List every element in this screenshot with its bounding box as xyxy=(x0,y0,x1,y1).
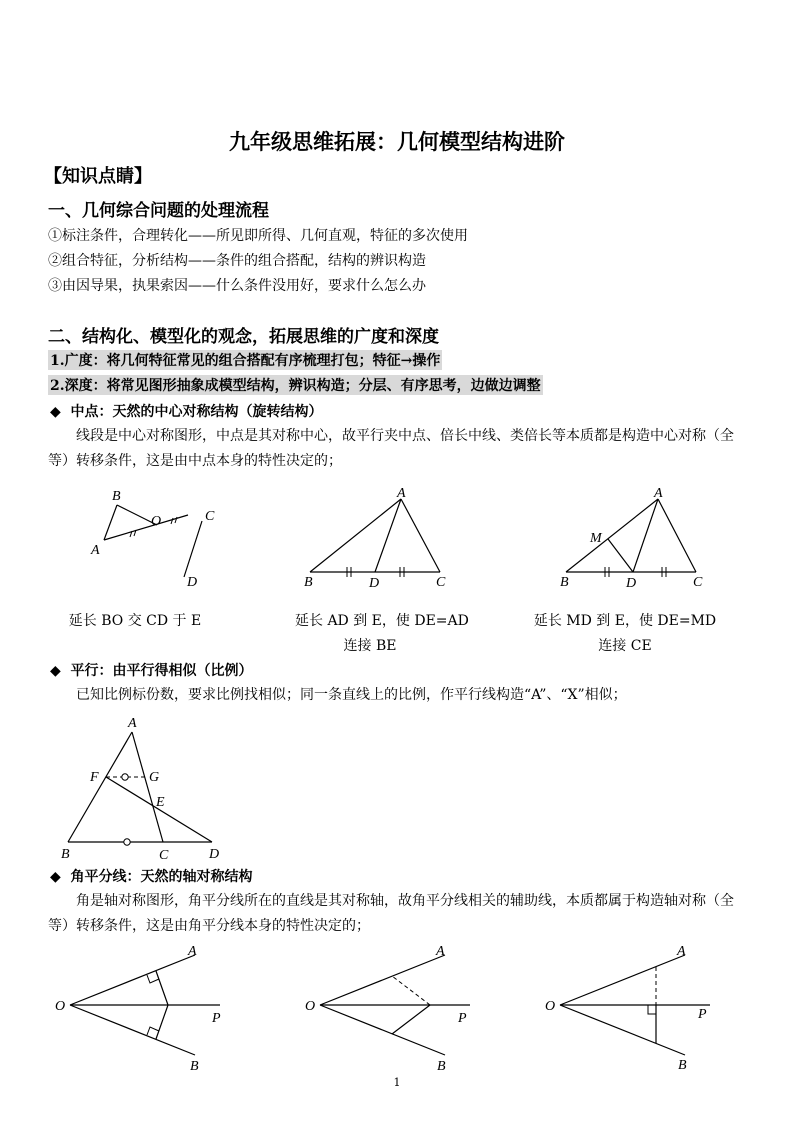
parallel-label-b: B xyxy=(61,847,70,862)
midpoint-figure-2 xyxy=(300,485,460,590)
bisector-figure-1 xyxy=(50,940,240,1075)
midpoint-caption-2: 延长 AD 到 E，使 DE=AD xyxy=(295,613,469,629)
diamond-bullet-icon: ◆ xyxy=(50,404,61,420)
midpoint-heading-text: 中点：天然的中心对称结构（旋转结构） xyxy=(70,404,323,420)
parallel-label-g: G xyxy=(149,770,160,785)
fig3-label-d: D xyxy=(626,576,637,591)
midpoint-paragraph: 线段是中心对称图形，中点是其对称中心，故平行夹中点、倍长中线、类倍长等本质都是构造中心对称（全等）转移条件，这是由中点本身的特性决定的； xyxy=(48,428,734,469)
fig3-label-b: B xyxy=(560,575,569,590)
fig2-label-a: A xyxy=(397,486,406,501)
bisector-paragraph: 角是轴对称图形，角平分线所在的直线是其对称轴，故角平分线相关的辅助线，本质都属于构造轴对称（全等）转移条件，这是由角平分线本身的特性决定的； xyxy=(48,893,734,934)
bisector2-label-p: P xyxy=(458,1011,467,1026)
bisector-heading xyxy=(50,866,253,886)
fig1-label-o: O xyxy=(151,514,162,529)
bisector2-label-o: O xyxy=(305,999,316,1014)
bisector3-label-p: P xyxy=(698,1007,707,1022)
bisector1-label-p: P xyxy=(212,1011,221,1026)
bisector1-label-b: B xyxy=(190,1059,199,1074)
page-title: 九年级思维拓展：几何模型结构进阶 xyxy=(229,129,565,154)
diamond-bullet-icon: ◆ xyxy=(50,869,61,885)
bisector2-label-a: A xyxy=(436,944,445,959)
fig1-label-a: A xyxy=(91,543,100,558)
parallel-label-c: C xyxy=(159,848,169,863)
bisector-figure-3 xyxy=(540,940,730,1075)
bisector2-label-b: B xyxy=(437,1059,446,1074)
fig2-label-c: C xyxy=(436,575,446,590)
fig1-label-d: D xyxy=(187,575,198,590)
fig1-label-b: B xyxy=(112,489,121,504)
parallel-figure xyxy=(55,712,235,862)
bisector3-label-b: B xyxy=(678,1058,687,1073)
section1-heading: 一、几何综合问题的处理流程 xyxy=(48,201,269,221)
diamond-bullet-icon: ◆ xyxy=(50,663,61,679)
midpoint-caption-4: 延长 MD 到 E，使 DE=MD xyxy=(533,613,717,629)
bisector-heading-text: 角平分线：天然的轴对称结构 xyxy=(70,869,253,885)
fig2-label-d: D xyxy=(369,576,380,591)
bisector1-label-o: O xyxy=(55,999,66,1014)
bisector1-label-a: A xyxy=(188,944,197,959)
parallel-label-f: F xyxy=(90,770,99,785)
section1-line-2: ②组合特征，分析结构——条件的组合搭配，结构的辨识构造 xyxy=(48,253,426,269)
midpoint-figure-3 xyxy=(558,485,718,590)
midpoint-caption-3: 连接 BE xyxy=(343,638,397,654)
section2-point-2: 2.深度：将常见图形抽象成模型结构，辨识构造；分层、有序思考，边做边调整 xyxy=(48,375,543,395)
parallel-label-d: D xyxy=(209,847,220,862)
midpoint-figure-1 xyxy=(80,485,230,590)
bisector-figure-2 xyxy=(300,940,490,1075)
midpoint-heading xyxy=(50,401,323,421)
midpoint-caption-5: 连接 CE xyxy=(598,638,652,654)
fig2-label-b: B xyxy=(304,575,313,590)
bisector3-label-o: O xyxy=(545,999,556,1014)
fig3-label-a: A xyxy=(654,486,663,501)
parallel-heading-text: 平行：由平行得相似（比例） xyxy=(70,663,253,679)
parallel-label-a: A xyxy=(128,716,137,731)
parallel-heading xyxy=(50,660,253,680)
bisector3-label-a: A xyxy=(677,944,686,959)
section2-heading: 二、结构化、模型化的观念，拓展思维的广度和深度 xyxy=(48,327,439,347)
section1-line-3: ③由因导果，执果索因——什么条件没用好，要求什么怎么办 xyxy=(48,278,426,294)
page-number: 1 xyxy=(393,1076,401,1089)
fig3-label-c: C xyxy=(693,575,703,590)
fig3-label-m: M xyxy=(590,531,602,546)
fig1-label-c: C xyxy=(205,509,215,524)
midpoint-caption-1: 延长 BO 交 CD 于 E xyxy=(68,613,202,629)
section-knowledge-heading: 【知识点睛】 xyxy=(44,166,152,187)
parallel-paragraph: 已知比例标份数，要求比例找相似；同一条直线上的比例，作平行线构造“A”、“X”相似； xyxy=(76,687,627,703)
parallel-label-e: E xyxy=(156,795,165,810)
section2-point-1: 1.广度：将几何特征常见的组合搭配有序梳理打包；特征→操作 xyxy=(48,350,442,370)
section1-line-1: ①标注条件，合理转化——所见即所得、几何直观，特征的多次使用 xyxy=(48,228,468,244)
